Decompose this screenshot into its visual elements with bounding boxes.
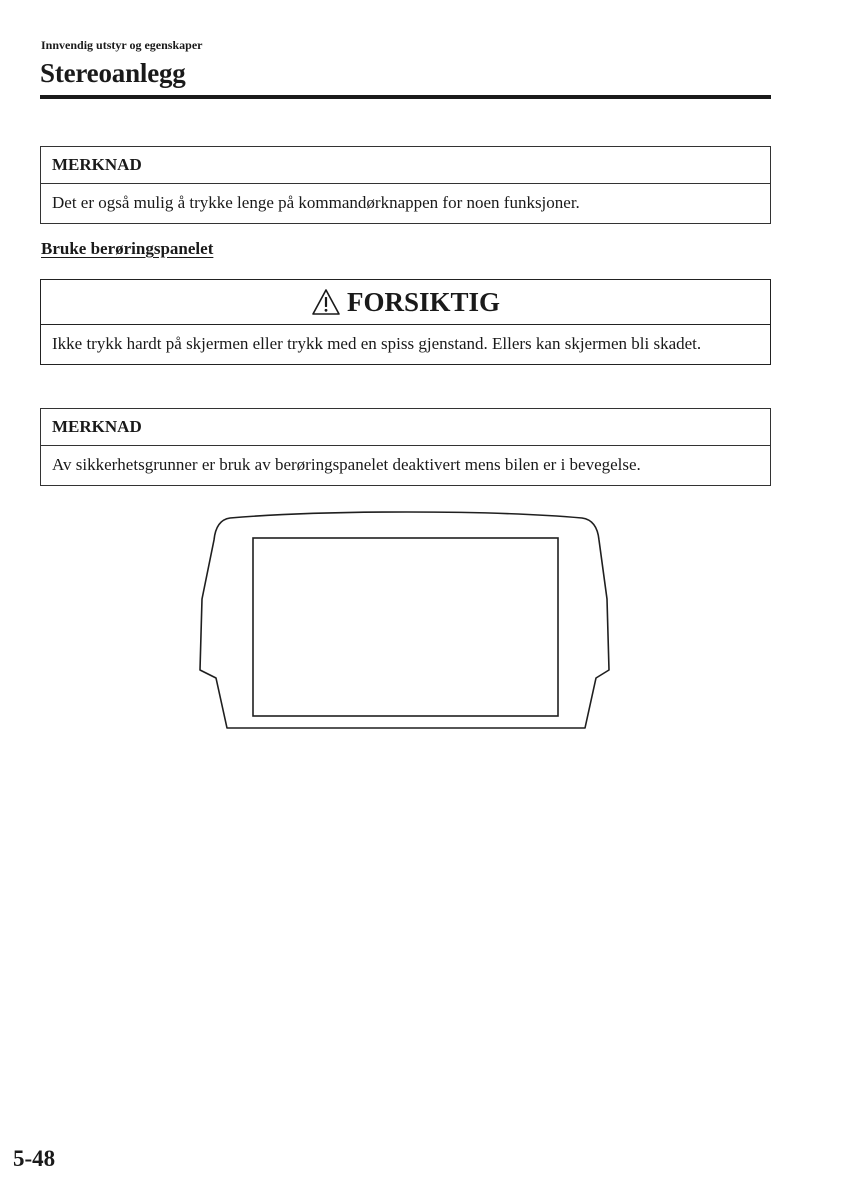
title-rule (40, 95, 771, 99)
section-label: Innvendig utstyr og egenskaper (41, 38, 203, 52)
note-box-1 (40, 146, 771, 224)
page-number: 5-48 (13, 1146, 56, 1171)
caution-header (41, 280, 770, 325)
note-body: Det er også mulig å trykke lenge på kommandørknappen for noen funksjoner. (52, 193, 580, 212)
caution-heading: FORSIKTIG (346, 287, 501, 317)
display-screen (253, 538, 558, 716)
page-title: Stereoanlegg (40, 58, 186, 88)
caution-body: Ikke trykk hardt på skjermen eller trykk med en spiss gjenstand. Ellers kan skjermen bli skadet. (52, 334, 702, 353)
touchscreen-illustration (190, 505, 625, 740)
warning-triangle-icon (311, 288, 341, 316)
note-box-2 (40, 408, 771, 486)
note-heading: MERKNAD (41, 409, 770, 446)
caution-box (40, 279, 771, 365)
section-subheading: Bruke berøringspanelet (41, 239, 214, 258)
note-heading: MERKNAD (41, 147, 770, 184)
note-body: Av sikkerhetsgrunner er bruk av berøringspanelet deaktivert mens bilen er i bevegelse. (52, 455, 641, 474)
